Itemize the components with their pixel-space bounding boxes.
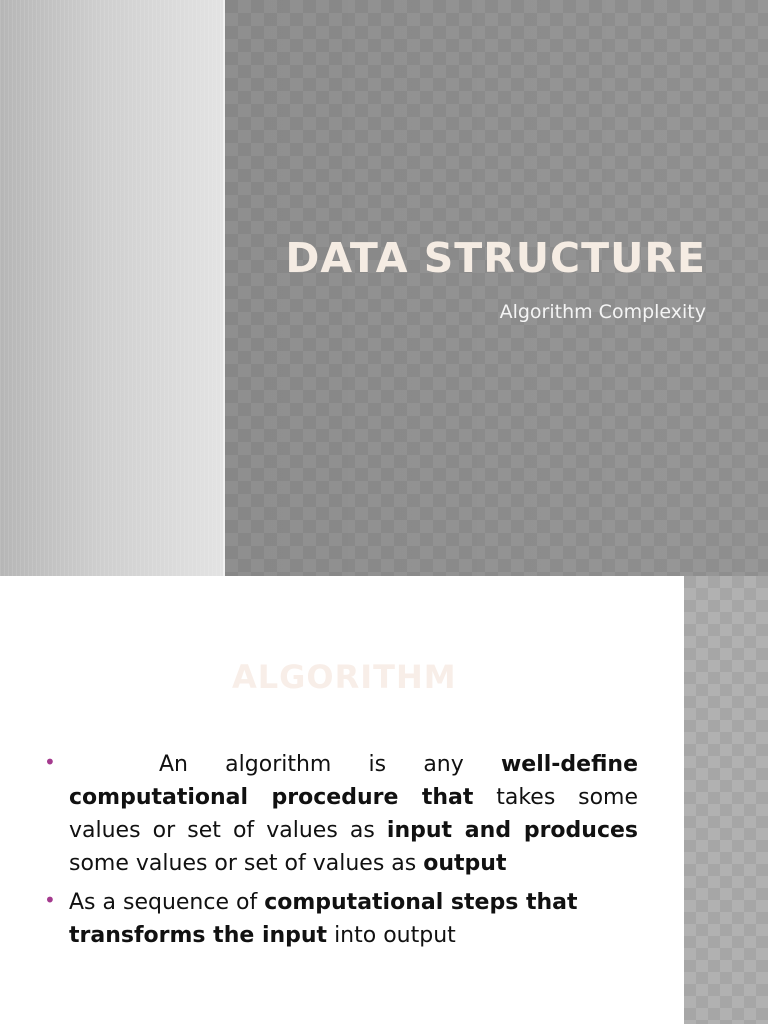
bullet-icon: • [44,888,56,912]
list-item [44,886,638,952]
content-title: ALGORITHM [232,658,457,696]
list-item [44,748,638,880]
slide-right-panel [225,0,768,576]
content-slide [0,576,768,1024]
slide-left-panel [0,0,223,576]
slide-subtitle: Algorithm Complexity [499,301,706,323]
bullet-text: An algorithm is any well-define computational procedure that takes some values or set of values as input and produces some values or set of values as output [69,752,638,876]
slide-title: DATA STRUCTURE [285,234,706,282]
bullet-text: As a sequence of computational steps that transforms the input into output [69,890,578,948]
bullet-icon: • [44,750,56,774]
bullet-list [44,748,638,958]
slide-side-strip [684,576,768,1024]
